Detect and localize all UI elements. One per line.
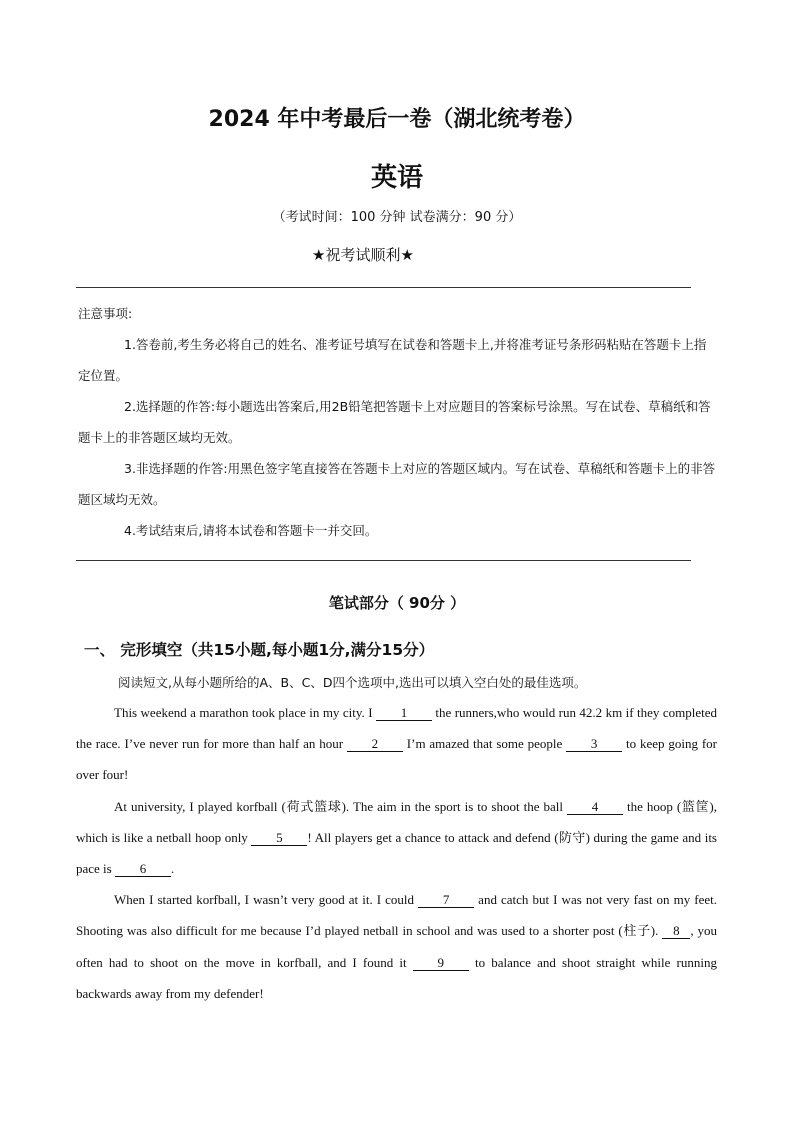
good-luck-wish: ★祝考试顺利★ [312, 246, 414, 264]
notes-item: 2.选择题的作答:每小题选出答案后,用2B铅笔把答题卡上对应题目的答案标号涂黑。写在试卷、草稿纸和答题卡上的非答题区域均无效。 [78, 399, 711, 445]
cloze-passage [76, 697, 717, 1009]
blank-8: 8 [662, 924, 690, 939]
blank-7: 7 [418, 893, 474, 908]
passage-text: to keep going for over four! [76, 736, 717, 783]
passage-text: , you often had to shoot on the move in korfball, and I found it [76, 923, 718, 970]
blank-2: 2 [347, 737, 403, 752]
passage-paragraph [76, 791, 717, 885]
notes-heading: 注意事项: [78, 306, 133, 321]
exam-title: 2024 年中考最后一卷（湖北统考卷） [208, 107, 586, 132]
passage-text: the runners,who would run 42.2 km if they completed the race. I’ve never run for more than half an hour [76, 705, 717, 752]
section-title: 笔试部分（ 90分 ） [328, 594, 466, 612]
notes-item: 4.考试结束后,请将本试卷和答题卡一并交回。 [124, 523, 378, 538]
blank-3: 3 [566, 737, 622, 752]
part-instruction: 阅读短文,从每小题所给的A、B、C、D四个选项中,选出可以填入空白处的最佳选项。 [118, 675, 587, 690]
passage-text: the hoop (篮筐), which is like a netball hoop only [76, 798, 718, 845]
exam-info: （考试时间：100 分钟 试卷满分：90 分） [272, 210, 522, 225]
notes-item: 1.答卷前,考生务必将自己的姓名、准考证号填写在试卷和答题卡上,并将准考证号条形码粘贴在答题卡上指定位置。 [78, 337, 707, 383]
blank-5: 5 [251, 831, 307, 846]
passage-text: When I started korfball, I wasn’t very good at it. I could [114, 892, 419, 908]
passage-text: At university, I played korfball (荷式篮球). The aim in the sport is to shoot the ball [114, 798, 567, 814]
passage-text: ! All players get a chance to attack and defend (防守) during the game and its pace is [76, 829, 717, 877]
passage-paragraph [76, 884, 717, 1009]
notes-item: 3.非选择题的作答:用黑色签字笔直接答在答题卡上对应的答题区域内。写在试卷、草稿纸和答题卡上的非答题区域均无效。 [78, 461, 716, 507]
passage-text: to balance and shoot straight while running backwards away from my defender! [76, 954, 717, 1001]
blank-4: 4 [567, 800, 623, 815]
passage-text: This weekend a marathon took place in my city. I [114, 705, 376, 720]
passage-text: I’m amazed that some people [402, 736, 567, 752]
bottom-divider [76, 560, 691, 561]
top-divider [76, 287, 691, 288]
passage-paragraph [76, 697, 717, 791]
blank-6: 6 [115, 862, 171, 877]
passage-text: . [170, 861, 175, 877]
blank-9: 9 [413, 956, 469, 971]
part-title: 一、 完形填空（共15小题,每小题1分,满分15分） [84, 641, 435, 659]
notes-block [78, 298, 718, 546]
blank-1: 1 [376, 706, 432, 721]
subject-title: 英语 [370, 163, 423, 193]
passage-text: and catch but I was not very fast on my feet. Shooting was also difficult for me because I’d played netball in school and was used to a shorter post (柱子). [76, 892, 717, 939]
